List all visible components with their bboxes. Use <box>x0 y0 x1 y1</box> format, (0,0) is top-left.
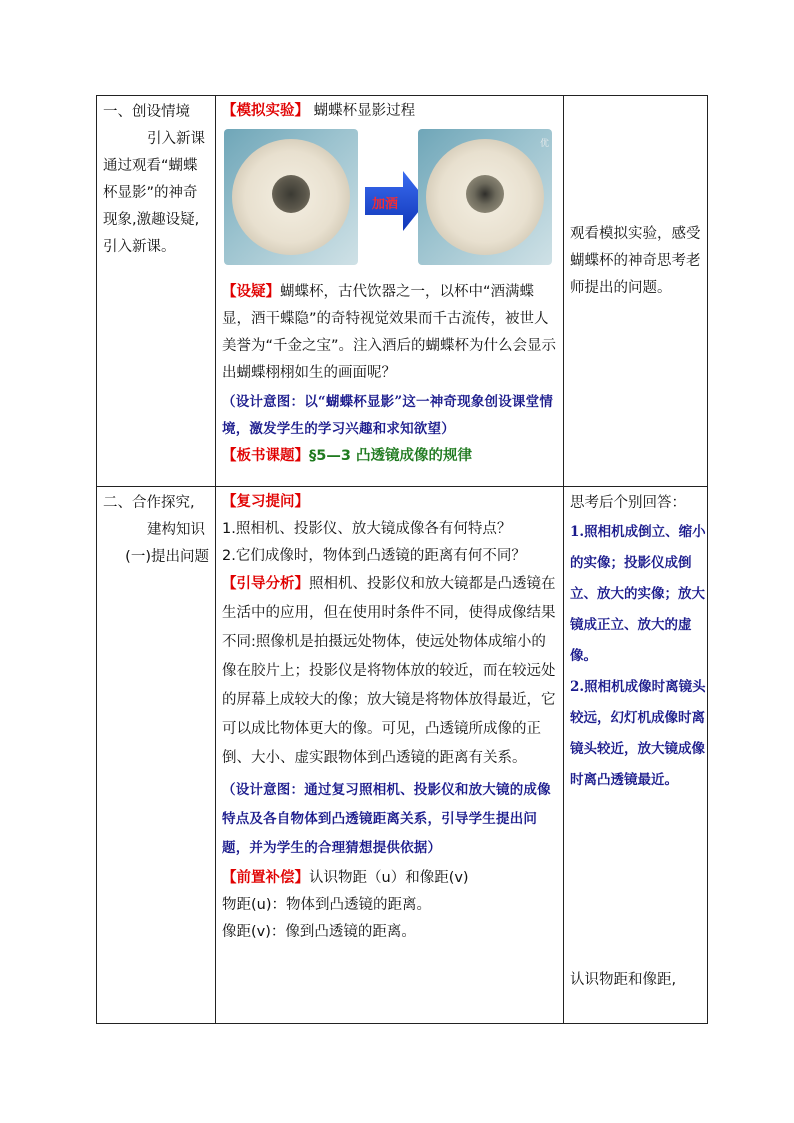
cup-after-image <box>418 129 552 265</box>
pre-compensation-text: 认识物距（u）和像距(v) <box>309 870 469 886</box>
board-title: §5—3 凸透镜成像的规律 <box>309 448 472 464</box>
corner-tag: 优 <box>539 139 549 149</box>
doubt-text: 蝴蝶杯，古代饮器之一，以杯中“酒满蝶显，酒干蝶隐”的奇特视觉效果而千古流传，被世人美誉为“千金之宝”。注入酒后的蝴蝶杯为什么会显示出蝴蝶栩栩如生的画面呢？ <box>222 284 557 381</box>
board-tag: 【板书课题】 <box>222 448 309 464</box>
cup-before-image <box>224 129 358 265</box>
student-answer-2: 2.照相机成像时离镜头较远，幻灯机成像时离镜头较近，放大镜成像时离凸透镜最近。 <box>570 679 706 788</box>
arrow-label: 加酒 <box>372 197 399 212</box>
stage-title: 一、创设情境 <box>103 104 190 120</box>
lesson-plan-table <box>96 95 708 1024</box>
simulation-title: 蝴蝶杯显影过程 <box>313 103 416 119</box>
doubt-paragraph <box>222 279 559 387</box>
pre-compensation-tag: 【前置补偿】 <box>222 870 309 886</box>
design-intent: （设计意图：以“蝴蝶杯显影”这一神奇现象创设课堂情境，激发学生的学习兴趣和求知欲望） <box>222 394 554 437</box>
student-intro: 思考后个别回答： <box>570 495 686 511</box>
stage-subtitle: 建构知识 <box>147 522 205 538</box>
stage-subtitle: 引入新课 <box>147 131 205 147</box>
student-closing: 认识物距和像距, <box>570 972 677 988</box>
review-question-2: 2.它们成像时，物体到凸透镜的距离有何不同？ <box>222 548 526 564</box>
design-intent: （设计意图：通过复习照相机、投影仪和放大镜的成像特点及各自物体到凸透镜距离关系，引导学生提出问题，并为学生的合理猜想提供依据） <box>222 782 551 856</box>
stage-title: 二、合作探究, <box>103 495 195 511</box>
simulation-heading <box>222 98 559 125</box>
guide-text: 照相机、投影仪和放大镜都是凸透镜在生活中的应用，但在使用时条件不同，使得成像结果不同:照像机是拍摄远处物体，使远处物体成缩小的像在胶片上；投影仪是将物体放的较近，而在较远处的屏幕上成较大的像；放大镜是将物体放得最近，它可以成比物体更大的像。可见，凸透镜所成像的正倒、大小、虚实跟物体到凸透镜的距离有关系。 <box>222 576 556 766</box>
review-question-1: 1.照相机、投影仪、放大镜成像各有何特点？ <box>222 521 512 537</box>
stage-description: 通过观看“蝴蝶杯显影”的神奇现象,激趣设疑,引入新课。 <box>103 158 200 255</box>
object-distance-definition: 物距(u)：物体到凸透镜的距离。 <box>222 897 432 913</box>
pre-compensation-line <box>222 865 559 892</box>
stage-cell-1 <box>97 96 215 486</box>
student-activity-text: 观看模拟实验，感受蝴蝶杯的神奇思考老师提出的问题。 <box>570 226 701 296</box>
stage-subsection: (一)提出问题 <box>125 549 209 565</box>
student-activity-cell-1 <box>564 96 708 486</box>
image-distance-definition: 像距(v)：像到凸透镜的距离。 <box>222 924 416 940</box>
butterfly-cup-photos <box>222 129 559 279</box>
guide-paragraph <box>222 570 559 773</box>
board-title-line <box>222 443 559 470</box>
review-tag: 【复习提问】 <box>222 494 309 510</box>
teacher-activity-cell-2 <box>216 487 563 1025</box>
stage-cell-2 <box>97 487 215 1025</box>
student-activity-cell-2 <box>564 487 708 1025</box>
simulation-tag: 【模拟实验】 <box>222 103 309 119</box>
student-answer-1: 1.照相机成倒立、缩小的实像；投影仪成倒立、放大的实像；放大镜成正立、放大的虚像。 <box>570 524 706 664</box>
doubt-tag: 【设疑】 <box>222 284 280 300</box>
teacher-activity-cell-1 <box>216 96 563 486</box>
guide-tag: 【引导分析】 <box>222 576 309 592</box>
